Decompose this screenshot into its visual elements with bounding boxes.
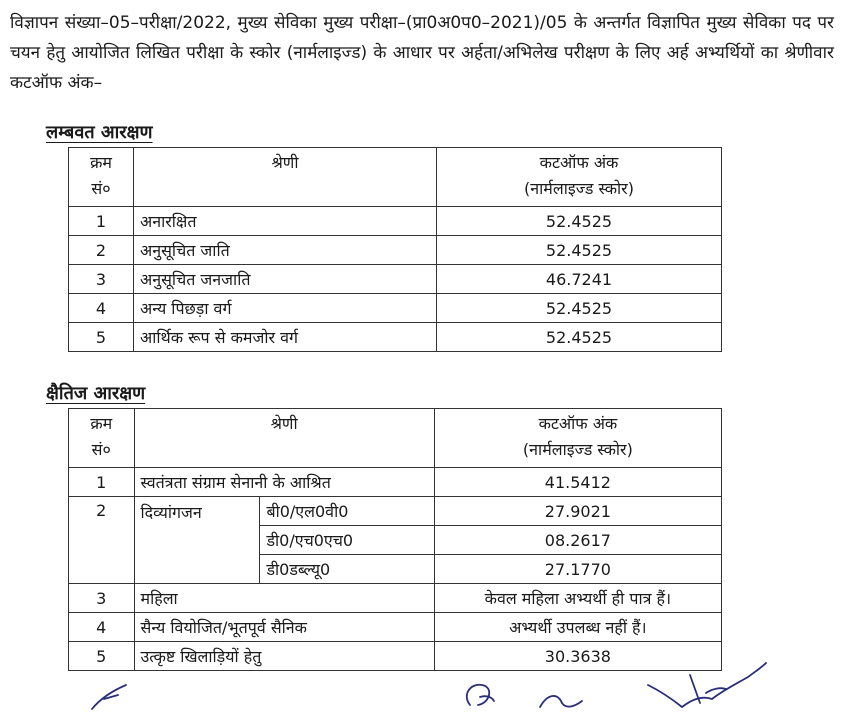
cutoff-header xyxy=(434,409,721,468)
cutoff-header-line1: कटऑफ अंक xyxy=(539,153,619,172)
category-name: स्वतंत्रता संग्राम सेनानी के आश्रित xyxy=(134,468,434,497)
serial-number: 4 xyxy=(69,613,135,642)
table-row xyxy=(69,613,722,642)
vertical-reservation-table xyxy=(68,147,722,352)
cutoff-header xyxy=(437,148,722,207)
cutoff-value: 52.4525 xyxy=(437,294,722,323)
cutoff-value: 46.7241 xyxy=(437,265,722,294)
category-name: महिला xyxy=(134,584,434,613)
notice-intro-paragraph: विज्ञापन संख्या–05–परीक्षा/2022, मुख्य सेविका मुख्य परीक्षा–(प्रा0अ0प0–2021)/05 के अन्तर्गत विज्ञापित मुख्य सेविका पद पर चयन हेतु आयोजित लिखित परीक्षा के स्कोर (नार्मलाइज्ड) के आधार पर अर्हता/अभिलेख परीक्षण के लिए अर्ह अभ्यर्थियों का श्रेणीवार कटऑफ अंक– xyxy=(10,13,834,93)
serial-number: 2 xyxy=(69,497,135,584)
category-name: आर्थिक रूप से कमजोर वर्ग xyxy=(134,323,437,352)
serial-number: 5 xyxy=(69,642,135,671)
table-row xyxy=(69,468,722,497)
cutoff-value: केवल महिला अभ्यर्थी ही पात्र हैं। xyxy=(434,584,721,613)
cutoff-value: 52.4525 xyxy=(437,323,722,352)
signature-stroke-initial xyxy=(467,685,494,705)
cutoff-header-line2: (नार्मलाइज्ड स्कोर) xyxy=(524,179,634,198)
serial-number: 1 xyxy=(69,468,135,497)
signature-stroke-middle xyxy=(540,696,582,707)
table-row xyxy=(69,294,722,323)
table-header-row xyxy=(69,148,722,207)
category-name: सैन्य वियोजित/भूतपूर्व सैनिक xyxy=(134,613,434,642)
table-header-row xyxy=(69,409,722,468)
horizontal-reservation-heading: क्षैतिज आरक्षण xyxy=(46,383,146,404)
cutoff-value: 52.4525 xyxy=(437,236,722,265)
category-name: अनुसूचित जनजाति xyxy=(134,265,437,294)
serial-number: 2 xyxy=(69,236,134,265)
category-name: उत्कृष्ट खिलाड़ियों हेतु xyxy=(134,642,434,671)
disability-subcategory: डी0डब्ल्यू0 xyxy=(260,555,434,584)
cutoff-header-line1: कटऑफ अंक xyxy=(538,414,618,433)
category-name: दिव्यांगजन xyxy=(134,497,260,584)
disability-subcategory: बी0/एल0वी0 xyxy=(260,497,434,526)
table-row xyxy=(69,207,722,236)
cutoff-value: 41.5412 xyxy=(434,468,721,497)
serial-number: 3 xyxy=(69,584,135,613)
vertical-reservation-heading: लम्बवत आरक्षण xyxy=(46,122,153,143)
cutoff-value: 52.4525 xyxy=(437,207,722,236)
serial-header-line2: सं० xyxy=(91,179,111,198)
category-header: श्रेणी xyxy=(134,409,434,468)
cutoff-header-line2: (नार्मलाइज्ड स्कोर) xyxy=(522,440,633,459)
serial-number: 3 xyxy=(69,265,134,294)
category-name: अन्य पिछड़ा वर्ग xyxy=(134,294,437,323)
category-header: श्रेणी xyxy=(134,148,437,207)
cutoff-value: 27.1770 xyxy=(434,555,721,584)
table-row xyxy=(69,265,722,294)
serial-number: 5 xyxy=(69,323,134,352)
table-row xyxy=(69,236,722,265)
signature-stroke-right xyxy=(648,663,766,707)
cutoff-value: 08.2617 xyxy=(434,526,721,555)
horizontal-reservation-table xyxy=(68,408,722,671)
table-row xyxy=(69,584,722,613)
table-row xyxy=(69,497,722,526)
table-row xyxy=(69,323,722,352)
category-name: अनुसूचित जाति xyxy=(134,236,437,265)
category-name: अनारक्षित xyxy=(134,207,437,236)
serial-number: 1 xyxy=(69,207,134,236)
serial-header-line1: क्रम xyxy=(90,414,113,433)
cutoff-value: 30.3638 xyxy=(434,642,721,671)
disability-subcategory: डी0/एच0एच0 xyxy=(260,526,434,555)
handwritten-signatures xyxy=(0,655,844,712)
serial-number-header xyxy=(69,148,134,207)
serial-number: 4 xyxy=(69,294,134,323)
signature-stroke-left xyxy=(92,685,126,709)
serial-header-line2: सं० xyxy=(91,440,111,459)
serial-number-header xyxy=(69,409,135,468)
cutoff-value: अभ्यर्थी उपलब्ध नहीं हैं। xyxy=(434,613,721,642)
cutoff-value: 27.9021 xyxy=(434,497,721,526)
serial-header-line1: क्रम xyxy=(90,153,112,172)
